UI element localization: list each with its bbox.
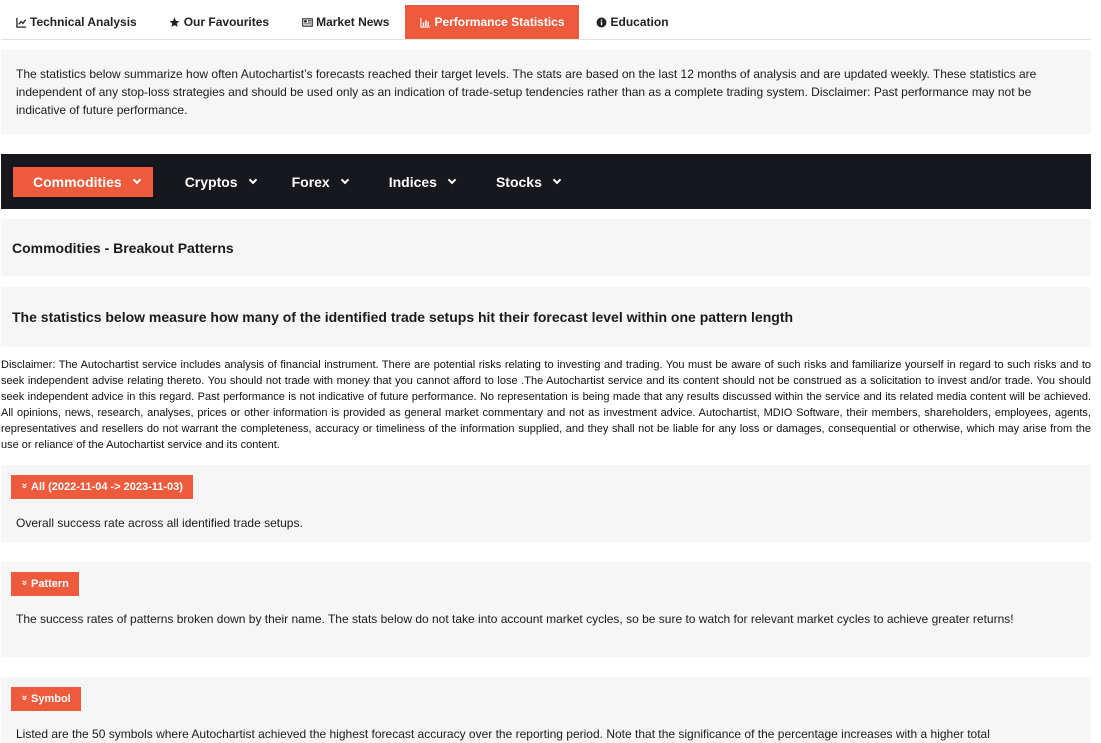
main-tab-bar — [1, 5, 1091, 40]
button-label: All (2022-11-04 -> 2023-11-03) — [31, 481, 183, 493]
stat-panel-all — [1, 465, 1091, 542]
stat-description: Overall success rate across all identified trade setups. — [16, 516, 303, 530]
tab-market-news[interactable] — [299, 5, 405, 39]
tab-label: Performance Statistics — [434, 15, 565, 29]
chevron-down-icon — [553, 175, 561, 183]
measure-text: The statistics below measure how many of the identified trade setups hit their forecast level within one pattern length — [12, 309, 794, 325]
stat-description: The success rates of patterns broken down by their name. The stats below do not take into account market cycles, so be sure to watch for relevant market cycles to achieve greater returns! — [16, 612, 1014, 626]
bar-chart-icon — [419, 16, 431, 28]
intro-text: The statistics below summarize how often Autochartist’s forecasts reached their target levels. The stats are based on the last 12 months of analysis and are updated weekly. These statistics are independent of any stop-loss strategies and should be used only as an indication of trade-setup tendencies rather than as a complete trading system. Disclaimer: Past performance may not be indicative of future performance. — [16, 67, 1037, 117]
asset-label: Forex — [291, 173, 330, 190]
asset-label: Indices — [388, 173, 437, 190]
asset-label: Commodities — [33, 173, 122, 190]
double-chevron-down-icon: » — [19, 580, 30, 586]
double-chevron-down-icon: » — [19, 695, 30, 701]
asset-indices[interactable] — [389, 167, 455, 197]
button-label: Symbol — [31, 693, 71, 705]
measure-heading — [1, 287, 1091, 347]
asset-label: Cryptos — [184, 173, 238, 190]
tab-label: Education — [610, 15, 669, 29]
tab-performance-statistics[interactable] — [405, 5, 578, 39]
newspaper-icon — [301, 16, 313, 28]
tab-label: Market News — [316, 15, 390, 29]
info-circle-icon — [596, 16, 608, 28]
chevron-down-icon — [448, 175, 456, 183]
stat-panel-pattern — [1, 562, 1091, 657]
chevron-down-icon — [132, 175, 140, 183]
expand-symbol-button[interactable] — [11, 687, 81, 711]
disclaimer-text: Disclaimer: The Autochartist service includes analysis of financial instrument. There are potential risks relating to investing and trading. You must be aware of such risks and familiarize yourself in regard to such risks and to seek independent advise relating thereto. You should not trade with money that you cannot afford to lose .The Autochartist service and its content should not be construed as a solicitation to invest and/or trade. You should seek independent advice in this regard. Past performance is not indicative of future performance. No representation is being made that any results discussed within the service and its related media content will be achieved. All opinions, news, research, analyses, prices or other information is provided as general market commentary and not as investment advice. Autochartist, MDIO Software, their members, shareholders, employees, agents, representatives and resellers do not warrant the completeness, accuracy or timeliness of the information supplied, and they shall not be liable for any loss or damages, consequential or otherwise, which may arise from the use or reliance of the Autochartist service and its content. — [1, 359, 1091, 451]
expand-all-button[interactable] — [11, 475, 193, 499]
double-chevron-down-icon: » — [19, 483, 30, 489]
tab-education[interactable] — [579, 5, 683, 39]
star-icon — [169, 16, 181, 28]
section-title-text: Commodities - Breakout Patterns — [12, 239, 234, 256]
tab-technical-analysis[interactable] — [1, 5, 167, 39]
asset-stocks[interactable] — [496, 167, 560, 197]
line-chart-icon — [15, 16, 27, 28]
section-title — [1, 219, 1091, 276]
asset-label: Stocks — [495, 173, 542, 190]
asset-commodities[interactable] — [13, 167, 153, 197]
asset-forex[interactable] — [292, 167, 348, 197]
stat-description: Listed are the 50 symbols where Autochartist achieved the highest forecast accuracy over the reporting period. Note that the significance of the percentage increases with a higher total — [16, 727, 990, 741]
tab-label: Our Favourites — [183, 15, 270, 29]
expand-pattern-button[interactable] — [11, 572, 79, 596]
asset-class-nav — [1, 154, 1091, 209]
chevron-down-icon — [248, 175, 256, 183]
button-label: Pattern — [31, 578, 69, 590]
stat-panel-symbol — [1, 677, 1091, 743]
intro-panel — [1, 50, 1091, 134]
chevron-down-icon — [340, 175, 348, 183]
asset-cryptos[interactable] — [185, 167, 256, 197]
tab-our-favourites[interactable] — [167, 5, 299, 39]
tab-label: Technical Analysis — [30, 15, 137, 29]
